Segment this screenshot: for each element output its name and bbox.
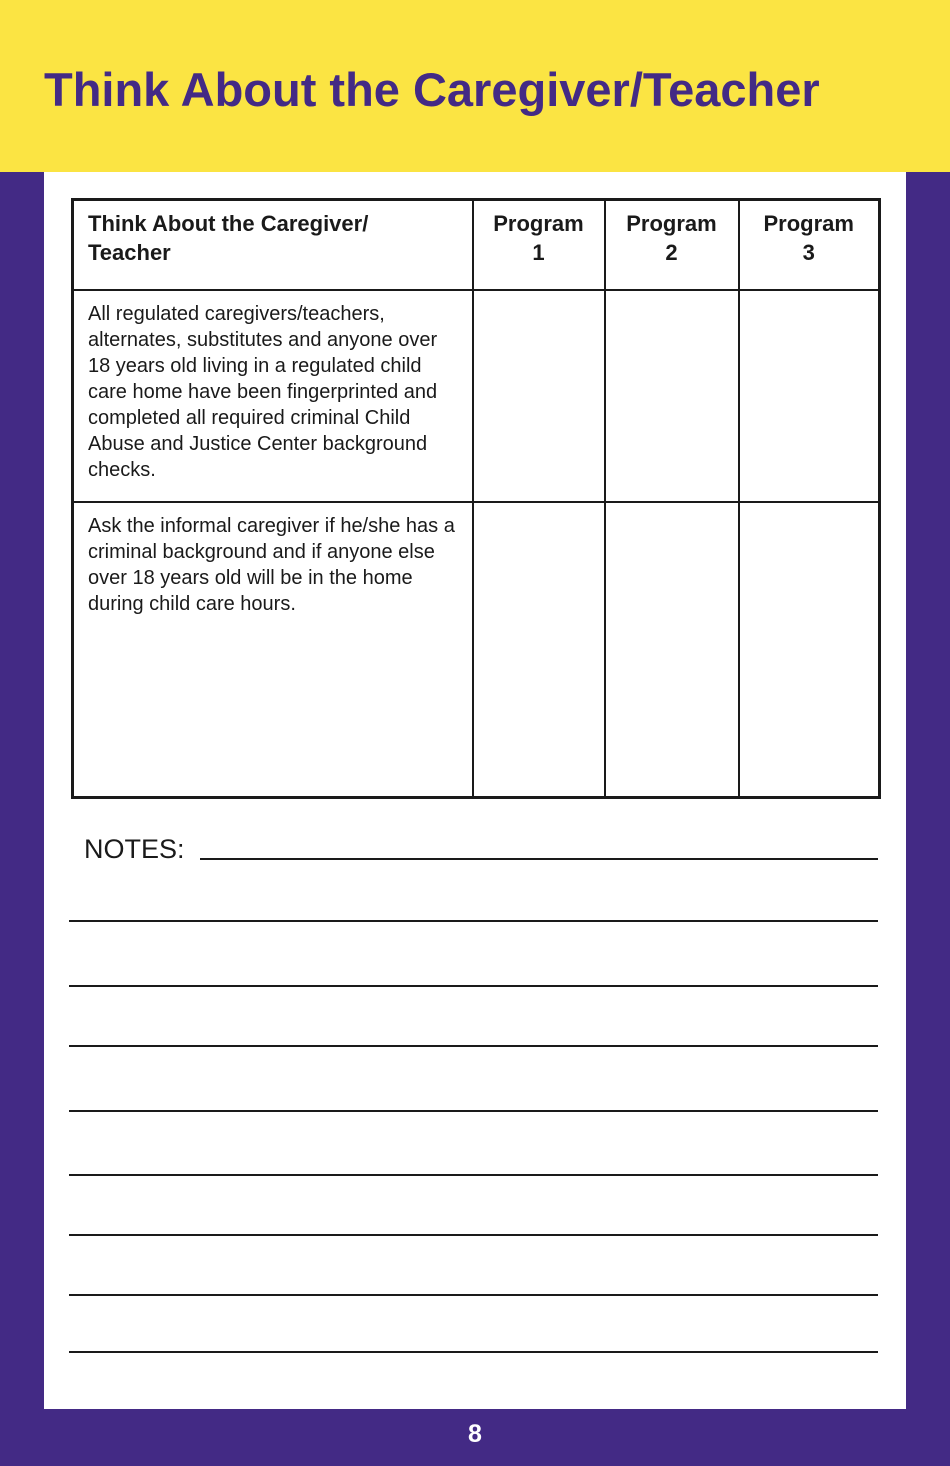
notes-line[interactable] <box>69 920 878 922</box>
column-header-program-1 <box>473 200 605 291</box>
column-header-program-3 <box>739 200 880 291</box>
program-3-checkbox-cell[interactable] <box>739 290 880 502</box>
notes-line[interactable] <box>69 1110 878 1112</box>
column-header-program-1-label: Program <box>493 211 584 236</box>
column-header-program-2 <box>605 200 739 291</box>
page-title: Think About the Caregiver/Teacher <box>44 63 820 116</box>
program-1-checkbox-cell[interactable] <box>473 502 605 798</box>
column-header-program-2-number: 2 <box>665 240 678 265</box>
column-header-program-1-number: 1 <box>532 240 545 265</box>
notes-line[interactable] <box>69 1351 878 1353</box>
column-header-program-3-label: Program <box>763 211 854 236</box>
background-question-text: Ask the informal caregiver if he/she has a criminal background and if anyone else over 18 years old will be in the home during child care hours. <box>73 502 473 798</box>
table-row <box>73 502 880 798</box>
caregiver-checklist-table <box>71 198 881 799</box>
program-3-checkbox-cell[interactable] <box>739 502 880 798</box>
column-header-program-3-number: 3 <box>802 240 815 265</box>
notes-line[interactable] <box>69 985 878 987</box>
notes-line[interactable] <box>200 858 878 860</box>
fingerprint-check-text: All regulated caregivers/teachers, alternates, substitutes and anyone over 18 years old living in a regulated child care home have been fingerprinted and completed all required criminal Child Abuse and Justice Center background checks. <box>73 290 473 502</box>
notes-line[interactable] <box>69 1234 878 1236</box>
page-number: 8 <box>468 1420 482 1448</box>
page-header <box>0 0 950 172</box>
table-header-row <box>73 200 880 291</box>
column-header-topic-line-2: Teacher <box>88 240 171 265</box>
column-header-topic-line-1: Think About the Caregiver/ <box>88 211 369 236</box>
program-2-checkbox-cell[interactable] <box>605 290 739 502</box>
program-1-checkbox-cell[interactable] <box>473 290 605 502</box>
table-row <box>73 290 880 502</box>
column-header-topic <box>73 200 473 291</box>
notes-line[interactable] <box>69 1045 878 1047</box>
column-header-program-2-label: Program <box>626 211 717 236</box>
notes-line[interactable] <box>69 1294 878 1296</box>
notes-line[interactable] <box>69 1174 878 1176</box>
program-2-checkbox-cell[interactable] <box>605 502 739 798</box>
notes-label: NOTES: <box>84 834 185 864</box>
